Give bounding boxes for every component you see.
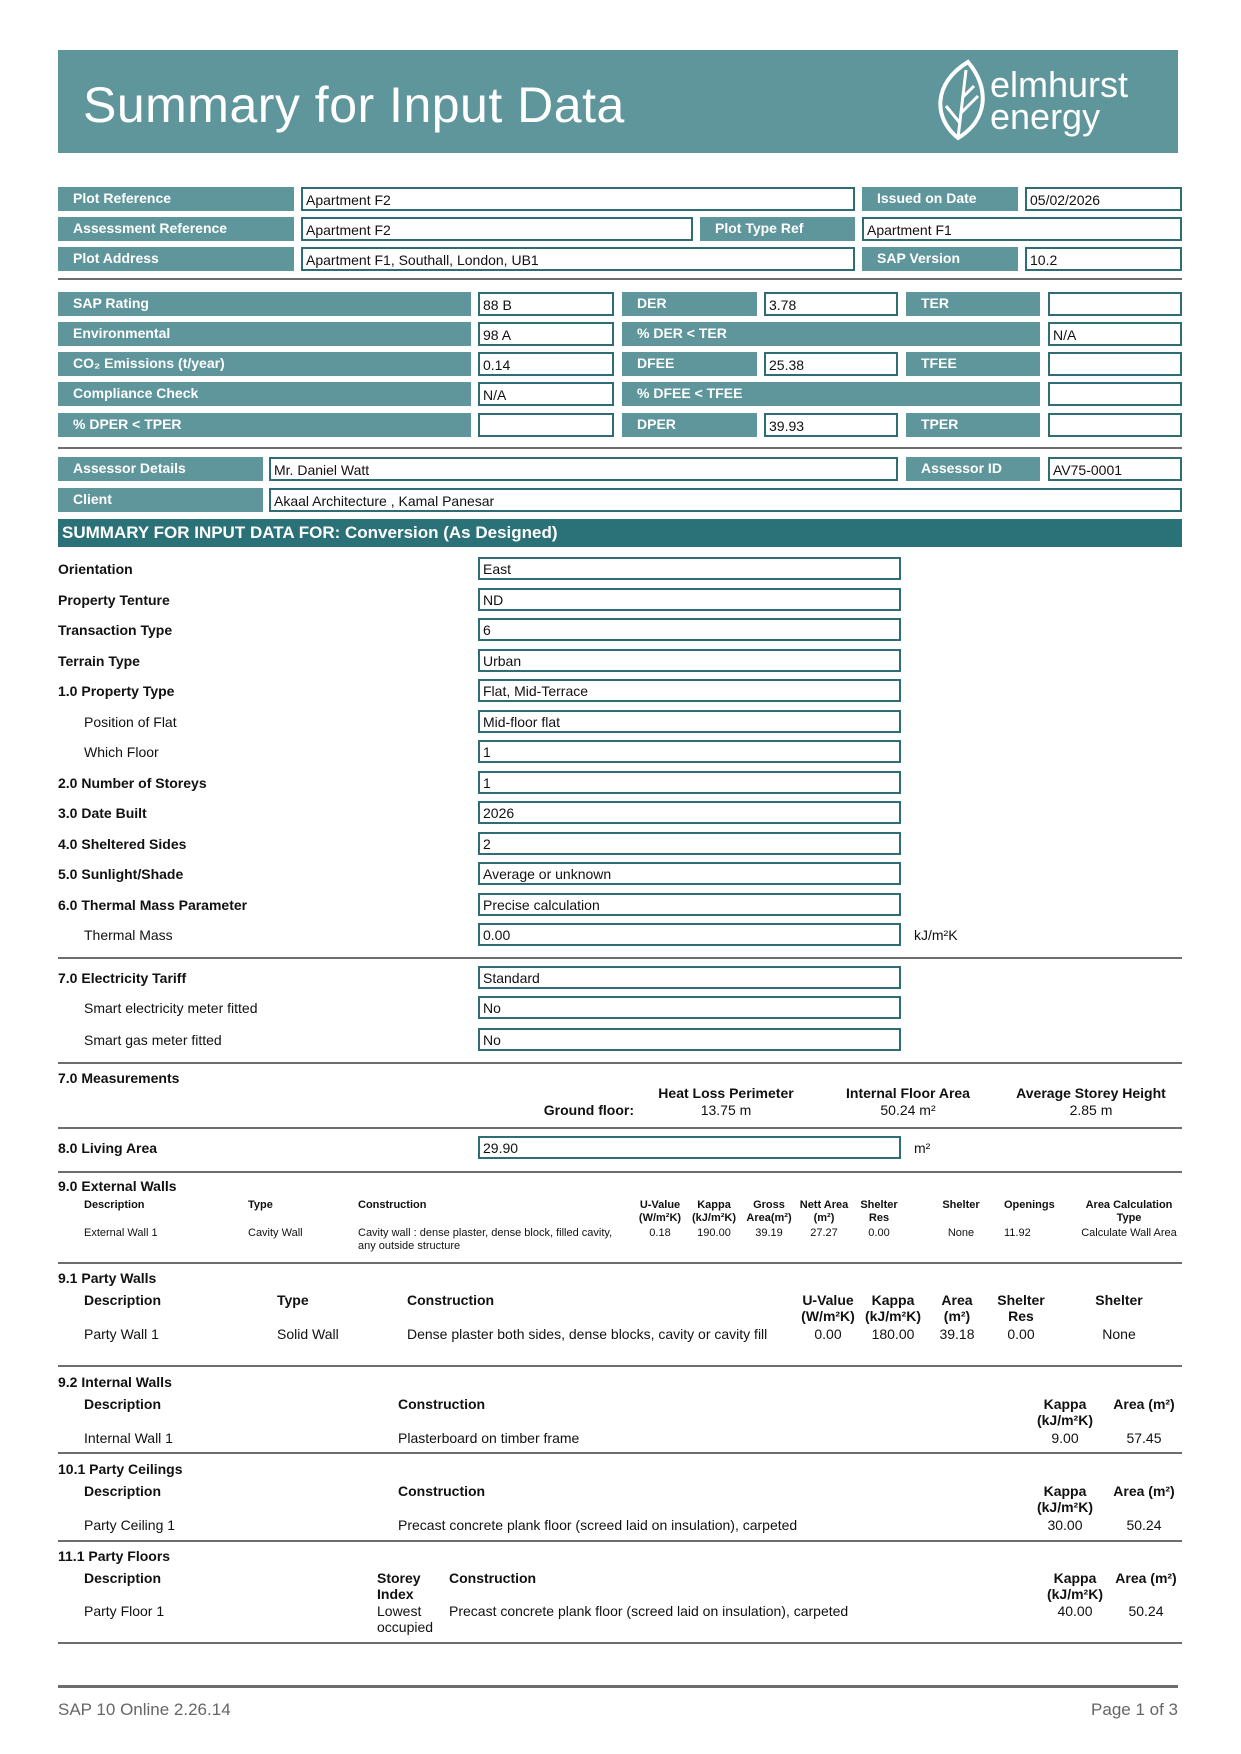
rating-value: 3.78 [764,292,898,316]
rating-label: Compliance Check [58,382,471,406]
field-label: Position of Flat [84,713,177,730]
field-label: 5.0 Sunlight/Shade [58,866,184,882]
column-header: Description [84,1292,162,1308]
sap-version-label: SAP Version [862,247,1018,271]
assessment-reference-label: Assessment Reference [58,217,294,241]
page-title: Summary for Input Data [83,77,625,133]
field-label: Smart electricity meter fitted [84,1000,258,1016]
divider [58,1540,1182,1542]
table-cell: None [1102,1326,1136,1342]
divider [58,1642,1182,1644]
table-cell: 50.24 [1126,1517,1162,1533]
field-label: 7.0 Electricity Tariff [58,970,187,986]
rating-label: Environmental [58,322,471,346]
plot-reference-label: Plot Reference [58,187,294,211]
field-label: Thermal Mass [84,927,173,943]
table-cell: External Wall 1 [84,1227,158,1239]
column-header: Area Calculation Type [1085,1199,1173,1224]
table-cell: Party Wall 1 [84,1326,159,1342]
table-cell: 0.00 [814,1326,842,1342]
average-storey-height-value: 2.85 m [1069,1102,1113,1118]
field-label: Property Tenture [58,591,170,608]
column-header: Shelter [1095,1292,1143,1308]
divider [58,1262,1182,1264]
column-header: Kappa (kJ/m²K) [864,1292,921,1324]
field-value: 1 [478,740,901,763]
rating-value [478,413,614,437]
table-cell: 0.00 [1007,1326,1035,1342]
measurements-title: 7.0 Measurements [58,1070,180,1086]
elmhurst-logo: elmhurst energy [928,56,1168,146]
field-label: 4.0 Sheltered Sides [58,835,187,852]
living-area-label: 8.0 Living Area [58,1140,158,1156]
rating-label: CO₂ Emissions (t/year) [58,352,471,376]
footer-version: SAP 10 Online 2.26.14 [58,1700,231,1719]
column-header: Gross Area(m²) [746,1199,792,1224]
field-value: ND [478,588,901,611]
party-walls-title: 9.1 Party Walls [58,1270,157,1286]
plot-type-ref-label: Plot Type Ref [700,217,855,241]
field-value: Standard [478,966,901,989]
table-cell: 50.24 [1128,1603,1164,1619]
column-header: Shelter Res [860,1199,898,1224]
column-header: Construction [407,1292,495,1308]
internal-floor-area-value: 50.24 m² [880,1102,936,1118]
rating-label: TER [906,292,1040,316]
rating-value [1048,382,1182,406]
heat-loss-perimeter-header: Heat Loss Perimeter [658,1085,794,1101]
column-header: Description [84,1483,162,1499]
table-cell: 11.92 [1004,1227,1031,1239]
rating-value [1048,413,1182,437]
field-value: 0.00 [478,923,901,946]
table-cell: 180.00 [871,1326,915,1342]
column-header: Kappa (kJ/m²K) [691,1199,736,1224]
divider [58,278,1182,280]
column-header: Openings [1004,1199,1055,1211]
field-label: 1.0 Property Type [58,683,175,699]
field-value: 1 [478,771,901,794]
table-cell: 30.00 [1047,1517,1083,1533]
column-header: Kappa (kJ/m²K) [1036,1396,1093,1428]
field-label: 6.0 Thermal Mass Parameter [58,896,248,913]
table-cell: Solid Wall [277,1326,339,1342]
rating-value [1048,292,1182,316]
rating-label: % DFEE < TFEE [622,382,1040,406]
field-label: Smart gas meter fitted [84,1032,222,1048]
plot-address-value: Apartment F1, Southall, London, UB1 [301,247,855,271]
table-cell: Plasterboard on timber frame [398,1430,580,1446]
column-header: Storey Index [377,1570,421,1602]
field-value: No [478,996,901,1019]
table-cell: 190.00 [697,1227,731,1239]
field-value: Precise calculation [478,893,901,916]
field-label: Orientation [58,561,133,577]
leaf-icon [928,58,998,144]
rating-label: DPER [622,413,757,437]
rating-label: % DPER < TPER [58,413,471,437]
table-cell: Party Ceiling 1 [84,1517,176,1533]
plot-address-label: Plot Address [58,247,294,271]
rating-label: TFEE [906,352,1040,376]
column-header: U-Value (W/m²K) [801,1292,855,1324]
column-header: Construction [398,1396,486,1412]
client-label: Client [58,488,263,512]
table-cell: Cavity wall : dense plaster, dense block, filled cavity, any outside structure [358,1227,613,1252]
section-header: SUMMARY FOR INPUT DATA FOR: Conversion (As Designed) [58,519,1182,547]
table-cell: 39.18 [939,1326,975,1342]
rating-label: % DER < TER [622,322,1040,346]
rating-value: 0.14 [478,352,614,376]
assessor-details-label: Assessor Details [58,457,263,481]
field-label: Which Floor [84,744,159,760]
external-walls-title: 9.0 External Walls [58,1178,177,1194]
table-cell: Precast concrete plank floor (screed laid on insulation), carpeted [449,1603,849,1619]
table-cell: 0.00 [868,1227,890,1239]
footer-page-number: Page 1 of 3 [1091,1700,1178,1719]
plot-reference-value: Apartment F2 [301,187,855,211]
table-cell: 39.19 [755,1227,783,1239]
field-label: Terrain Type [58,652,140,669]
table-cell: None [947,1227,975,1239]
field-value: Average or unknown [478,862,901,885]
column-header: Area (m²) [1113,1396,1175,1412]
assessment-reference-value: Apartment F2 [301,217,693,241]
assessor-id-value: AV75-0001 [1048,457,1182,481]
rating-label: DFEE [622,352,757,376]
column-header: Construction [449,1570,537,1586]
field-label: 3.0 Date Built [58,805,147,821]
table-cell: 27.27 [810,1227,838,1239]
rating-value [1048,352,1182,376]
table-cell: Precast concrete plank floor (screed laid on insulation), carpeted [398,1517,798,1533]
issued-date-value: 05/02/2026 [1025,187,1182,211]
issued-date-label: Issued on Date [862,187,1018,211]
table-cell: 57.45 [1126,1430,1162,1446]
column-header: Area (m²) [941,1292,973,1324]
divider [58,447,1182,449]
field-value: 2 [478,832,901,855]
table-cell: Internal Wall 1 [84,1430,173,1446]
table-cell: 9.00 [1051,1430,1079,1446]
living-area-value: 29.90 [478,1136,901,1159]
divider [58,957,1182,959]
column-header: Shelter Res [997,1292,1045,1324]
table-cell: Calculate Wall Area [1081,1227,1177,1239]
field-value: No [478,1028,901,1051]
column-header: Construction [398,1483,486,1499]
column-header: Description [84,1396,162,1412]
column-header: Area (m²) [1113,1483,1175,1499]
divider [58,1171,1182,1173]
rating-label: DER [622,292,757,316]
plot-type-ref-value: Apartment F1 [862,217,1182,241]
column-header: Description [84,1199,145,1211]
internal-walls-title: 9.2 Internal Walls [58,1374,172,1390]
internal-floor-area-header: Internal Floor Area [846,1085,970,1101]
field-unit: kJ/m²K [914,927,958,943]
rating-value: N/A [1048,322,1182,346]
column-header: Nett Area (m²) [799,1199,849,1224]
column-header: Kappa (kJ/m²K) [1036,1483,1093,1515]
header-banner [58,50,1178,153]
table-cell: Party Floor 1 [84,1603,165,1619]
rating-value: 39.93 [764,413,898,437]
field-value: 2026 [478,801,901,824]
sap-version-value: 10.2 [1025,247,1182,271]
rating-value: N/A [478,382,614,406]
rating-value: 88 B [478,292,614,316]
table-cell: Cavity Wall [248,1227,303,1239]
table-cell: 0.18 [649,1227,671,1239]
rating-value: 98 A [478,322,614,346]
column-header: Area (m²) [1115,1570,1177,1586]
party-ceilings-title: 10.1 Party Ceilings [58,1461,183,1477]
assessor-id-label: Assessor ID [906,457,1040,481]
divider [58,1127,1182,1129]
living-area-unit: m² [914,1140,931,1156]
column-header: U-Value (W/m²K) [638,1199,682,1224]
field-label: Transaction Type [58,622,173,638]
heat-loss-perimeter-value: 13.75 m [700,1102,752,1118]
column-header: Construction [358,1199,427,1211]
table-cell: 40.00 [1057,1603,1093,1619]
rating-label: TPER [906,413,1040,437]
client-value: Akaal Architecture , Kamal Panesar [269,488,1182,512]
ground-floor-label: Ground floor: [543,1102,634,1118]
divider [58,1452,1182,1454]
column-header: Kappa (kJ/m²K) [1046,1570,1103,1602]
divider [58,1365,1182,1367]
table-cell: Lowest occupied [377,1603,434,1635]
rating-value: 25.38 [764,352,898,376]
column-header: Type [248,1199,273,1211]
field-value: 6 [478,618,901,641]
field-value: Mid-floor flat [478,710,901,733]
column-header: Description [84,1570,162,1586]
footer-divider [58,1685,1178,1688]
rating-label: SAP Rating [58,292,471,316]
field-value: Urban [478,649,901,672]
column-header: Shelter [942,1199,980,1211]
party-floors-title: 11.1 Party Floors [58,1548,171,1564]
average-storey-height-header: Average Storey Height [1016,1085,1166,1101]
divider [58,1062,1182,1064]
field-label: 2.0 Number of Storeys [58,774,207,791]
column-header: Type [277,1292,309,1308]
assessor-details-value: Mr. Daniel Watt [269,457,898,481]
table-cell: Dense plaster both sides, dense blocks, cavity or cavity fill [407,1326,768,1342]
field-value: Flat, Mid-Terrace [478,679,901,702]
field-value: East [478,557,901,580]
